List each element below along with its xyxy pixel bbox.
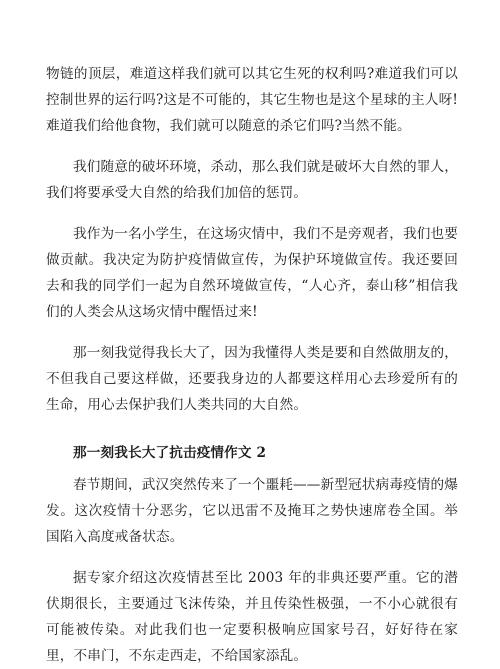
paragraph: 春节期间，武汉突然传来了一个噩耗——新型冠状病毒疫情的爆发。这次疫情十分恶劣，它以迅雷不及掩耳之势快速席卷全国。举国陷入高度戒备状态。 <box>46 477 458 545</box>
article-body <box>46 61 458 669</box>
paragraph: 我作为一名小学生，在这场灾情中，我们不是旁观者，我们也要做贡献。我决定为防护疫情做宣传，为保护环境做宣传。我还要回去和我的同学们一起为自然环境做宣传，“人心齐，泰山移”相信我们的人类会从这场灾情中醒悟过来! <box>46 226 458 320</box>
paragraph-continued: 物链的顶层，难道这样我们就可以其它生死的权利吗?难道我们可以控制世界的运行吗?这是不可能的，其它生物也是这个星球的主人呀!难道我们给他食物，我们就可以随意的杀它们吗?当然不能。 <box>46 66 458 134</box>
paragraph: 据专家介绍这次疫情甚至比 2003 年的非典还要严重。它的潜伏期很长，主要通过飞沫传染，并且传染性极强，一不小心就很有可能被传染。对此我们也一定要积极响应国家号召，好好待在家里，不串门，不东走西走，不给国家添乱。 <box>46 570 458 664</box>
section-heading: 那一刻我长大了抗击疫情作文 2 <box>73 445 267 461</box>
paragraph: 我们随意的破坏环境，杀动，那么我们就是破坏大自然的罪人，我们将要承受大自然的给我们加倍的惩罚。 <box>46 159 458 201</box>
paragraph: 那一刻我觉得我长大了，因为我懂得人类是要和自然做朋友的，不但我自己要这样做，还要我身边的人都要这样用心去珍爱所有的生命，用心去保护我们人类共同的大自然。 <box>46 345 458 413</box>
